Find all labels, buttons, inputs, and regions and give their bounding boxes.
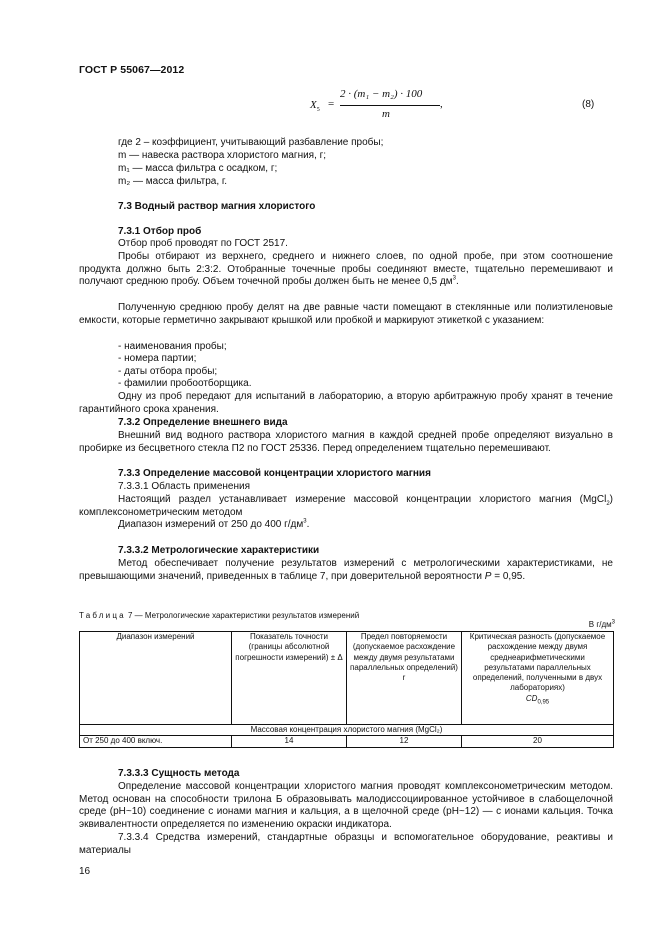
equation-number: (8) <box>582 99 595 110</box>
formula-8 <box>310 86 470 130</box>
paragraph: Диапазон измерений от 250 до 400 $г/дм^3$. <box>118 518 310 530</box>
table-unit: В $г/дм^3$ <box>588 619 615 629</box>
section-7-3-title: 7.3 Водный раствор магния хлористого <box>118 201 316 212</box>
where-line-1: где 2 – коэффициент, учитывающий разбавление пробы; <box>118 137 384 148</box>
metrology-table <box>79 631 614 748</box>
section-7-3-1-title: 7.3.1 Отбор проб <box>118 226 202 237</box>
paragraph: Одну из проб передают для испытаний в лабораторию, а вторую арбитражную пробу хранят в течение гарантийного срока хранения. <box>79 391 613 415</box>
formula-comma: , <box>440 98 443 110</box>
section-7-3-3-title: 7.3.3 Определение массовой концентрации хлористого магния <box>118 468 431 479</box>
table-cell: От 250 до 400 включ. <box>80 736 232 747</box>
list-item: - даты отбора пробы; <box>118 366 218 377</box>
table-header-cell: Критическая разность (допускаемое расхождение между двумя среднеарифметическими результатами параллельных определений, полученными в двух лабораториях) $CD_{0,95}$ <box>462 632 614 725</box>
formula-denominator: m <box>382 108 390 120</box>
formula-numerator: 2 · (m₁ − m₂) · 100 <box>340 88 423 100</box>
table-header-cell: Предел повторяемости (допускаемое расхождение между двумя результатами параллельных определений) r <box>347 632 462 725</box>
where-line-4: m₂ — масса фильтра, г. <box>118 176 228 187</box>
paragraph: Пробы отбирают из верхнего, среднего и нижнего слоев, по одной пробе, при этом соотношение продукта должно быть 2:3:2. Отобранные точечные пробы соединяют вместе, тщательно перемешивают и получают среднюю пробу. Объем точечной пробы должен быть не менее 0,5 $дм^3$. <box>79 251 613 287</box>
table-row <box>80 736 614 747</box>
section-7-3-3-3-title: 7.3.3.3 Сущность метода <box>118 768 240 779</box>
paragraph: Полученную среднюю пробу делят на две равные части помещают в стеклянные или полиэтиленовые емкости, которые герметично закрывают крышкой или пробкой и маркируют этикеткой с указанием: <box>79 302 613 326</box>
list-item: - наименования пробы; <box>118 341 227 352</box>
paragraph: Настоящий раздел устанавливает измерение массовой концентрации хлористого магния (MgCl$_2$) комплексонометрическим методом <box>79 494 613 518</box>
table-header-row <box>80 632 614 725</box>
section-7-3-3-2-title: 7.3.3.2 Метрологические характеристики <box>118 545 320 556</box>
document-header: ГОСТ Р 55067—2012 <box>79 64 185 76</box>
fraction-line <box>340 105 440 106</box>
list-item: - фамилии пробоотборщика. <box>118 378 252 389</box>
where-line-2: m — навеска раствора хлористого магния, г; <box>118 150 327 161</box>
table-header-cell: Показатель точности (границы абсолютной погрешности измерений) ± Δ <box>232 632 347 725</box>
paragraph: 7.3.3.4 Средства измерений, стандартные образцы и вспомогательное оборудование, реактивы и материалы <box>79 832 613 856</box>
table-caption: Таблица 7 — Метрологические характеристики результатов измерений <box>79 611 360 620</box>
table-header-cell: Диапазон измерений <box>80 632 232 725</box>
table-subheader-row <box>80 725 614 736</box>
paragraph: Отбор проб проводят по ГОСТ 2517. <box>118 238 288 249</box>
formula-lhs: $X_5$ <box>310 99 320 114</box>
formula-equals: = <box>328 98 335 110</box>
table-cell: 20 <box>462 736 614 747</box>
list-item: - номера партии; <box>118 353 197 364</box>
paragraph: Определение массовой концентрации хлористого магния проводят комплексонометрическим методом. Метод основан на способности трилона Б образовывать малодиссоциированное устойчивое в слабощелочной среде (рН~10) соединение с ионами магния и кальция, а в щелочной среде (рН~12) — с ионами кальция. Точка эквивалентности определяется по изменению окраски индикатора. <box>79 781 613 830</box>
paragraph: Внешний вид водного раствора хлористого магния в каждой средней пробе определяют визуально в пробирке из бесцветного стекла П2 по ГОСТ 25336. Перед определением тщательно перемешивают. <box>79 430 613 454</box>
table-cell: 14 <box>232 736 347 747</box>
page-number: 16 <box>79 866 91 877</box>
section-7-3-2-title: 7.3.2 Определение внешнего вида <box>118 417 288 428</box>
subsection-7-3-3-1-title: 7.3.3.1 Область применения <box>118 481 250 492</box>
table-cell: 12 <box>347 736 462 747</box>
paragraph: Метод обеспечивает получение результатов измерений с метрологическими характеристиками, не превышающими значений, приведенных в таблице 7, при доверительной вероятности P = 0,95. <box>79 558 613 582</box>
table-subheader-cell: Массовая концентрация хлористого магния (MgCl₂) <box>80 725 614 736</box>
where-line-3: m₁ — масса фильтра с осадком, г; <box>118 163 278 174</box>
